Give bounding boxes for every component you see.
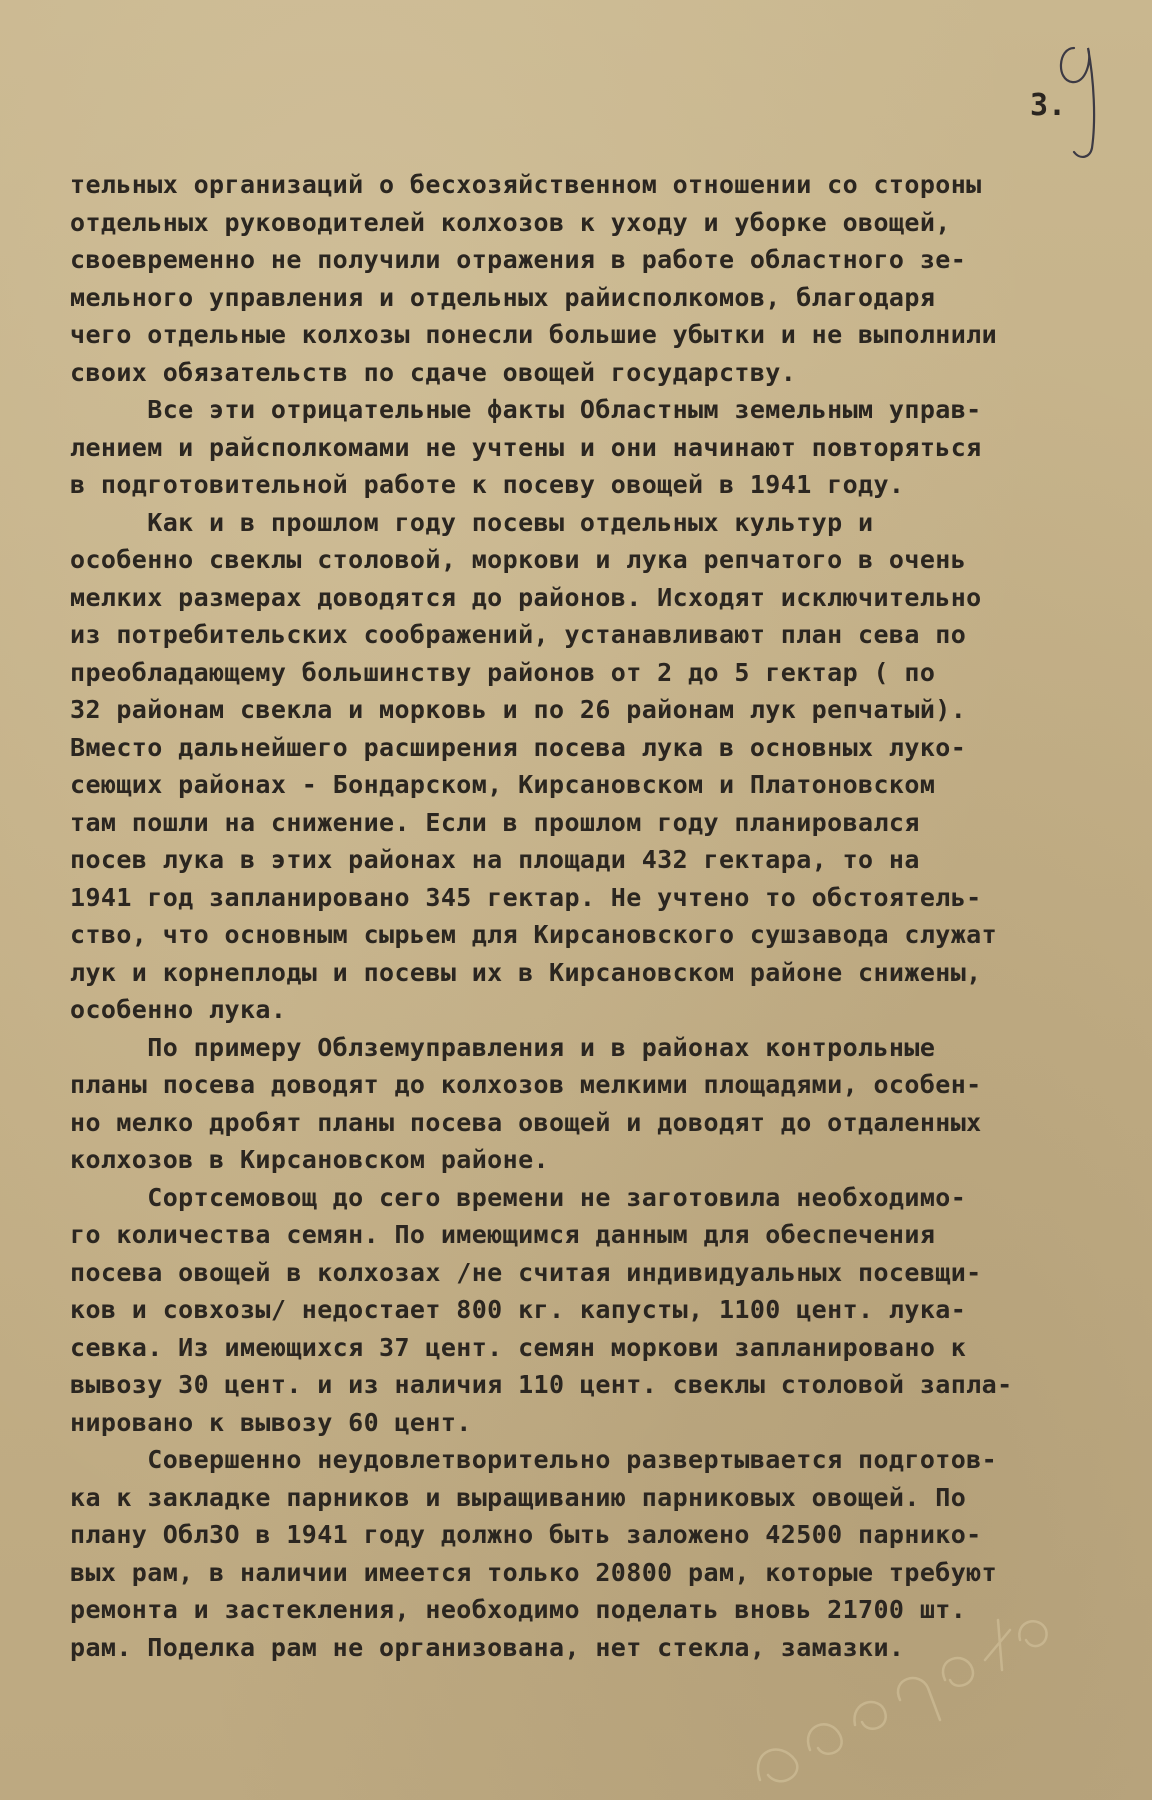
text-line: лением и райсполкомами не учтены и они начинают повторяться <box>70 432 982 462</box>
text-line: своих обязательств по сдаче овощей государству. <box>70 357 797 387</box>
text-line: 1941 год запланировано 345 гектар. Не учтено то обстоятель- <box>70 882 982 912</box>
text-line: там пошли на снижение. Если в прошлом году планировался <box>70 807 920 837</box>
text-line: посев лука в этих районах на площади 432 гектара, то на <box>70 845 920 874</box>
text-line: Совершенно неудовлетворительно развертывается подготов- <box>70 1445 998 1474</box>
text-line: Все эти отрицательные факты Областным земельным управ- <box>70 395 982 424</box>
text-line: Сортсемовощ до сего времени не заготовила необходимо- <box>70 1182 967 1212</box>
text-line: мелких размерах доводятся до районов. Исходят исключительно <box>70 582 982 612</box>
text-line: ремонта и застекления, необходимо поделать вновь 21700 шт. <box>70 1595 967 1624</box>
page-number: 3. <box>1030 88 1067 123</box>
text-line: ство, что основным сырьем для Кирсановского сушзавода служат <box>70 920 998 949</box>
text-line: Как и в прошлом году посевы отдельных культур и <box>70 507 874 537</box>
text-line: сеющих районах - Бондарском, Кирсановском и Платоновском <box>70 770 936 799</box>
text-line: своевременно не получили отражения в работе областного зе- <box>70 245 967 274</box>
text-line: в подготовительной работе к посеву овощей в 1941 году. <box>70 470 905 499</box>
text-line: мельного управления и отдельных райисполкомов, благодаря <box>70 282 936 312</box>
text-line: ков и совхозы/ недостает 800 кг. капусты, 1100 цент. лука- <box>70 1295 967 1324</box>
text-line: вых рам, в наличии имеется только 20800 рам, которые требуют <box>70 1557 998 1587</box>
text-line: рам. Поделка рам не организована, нет стекла, замазки. <box>70 1632 905 1662</box>
text-line: но мелко дробят планы посева овощей и доводят до отдаленных <box>70 1107 982 1137</box>
text-line: особенно свеклы столовой, моркови и лука репчатого в очень <box>70 545 967 574</box>
text-line: По примеру Облземуправления и в районах контрольные <box>70 1032 936 1062</box>
text-line: го количества семян. По имеющимся данным для обеспечения <box>70 1220 936 1249</box>
archive-watermark <box>740 1600 1070 1800</box>
text-line: севка. Из имеющихся 37 цент. семян моркови запланировано к <box>70 1332 967 1362</box>
text-line: 32 районам свекла и морковь и по 26 районам лук репчатый). <box>70 695 967 724</box>
text-line: особенно лука. <box>70 995 287 1024</box>
text-line: нировано к вывозу 60 цент. <box>70 1407 472 1437</box>
text-line: тельных организаций о бесхозяйственном отношении со стороны <box>70 170 982 199</box>
text-line: вывозу 30 цент. и из наличия 110 цент. свеклы столовой запла- <box>70 1370 1013 1399</box>
text-line: отдельных руководителей колхозов к уходу и уборке овощей, <box>70 207 951 237</box>
text-line: колхозов в Кирсановском районе. <box>70 1145 549 1174</box>
text-line: ка к закладке парников и выращиванию парниковых овощей. По <box>70 1482 967 1512</box>
handwritten-folio-number <box>1052 40 1112 160</box>
text-line: лук и корнеплоды и посевы их в Кирсановском районе снижены, <box>70 957 982 987</box>
text-line: посева овощей в колхозах /не считая индивидуальных посевщи- <box>70 1257 982 1287</box>
text-line: чего отдельные колхозы понесли большие убытки и не выполнили <box>70 320 998 349</box>
text-line: из потребительских соображений, устанавливают план сева по <box>70 620 967 649</box>
text-line: преобладающему большинству районов от 2 до 5 гектар ( по <box>70 657 936 687</box>
text-line: плану ОблЗО в 1941 году должно быть заложено 42500 парнико- <box>70 1520 982 1549</box>
text-line: планы посева доводят до колхозов мелкими площадями, особен- <box>70 1070 982 1099</box>
text-line: Вместо дальнейшего расширения посева лука в основных луко- <box>70 732 967 762</box>
document-text <box>70 166 1130 1666</box>
